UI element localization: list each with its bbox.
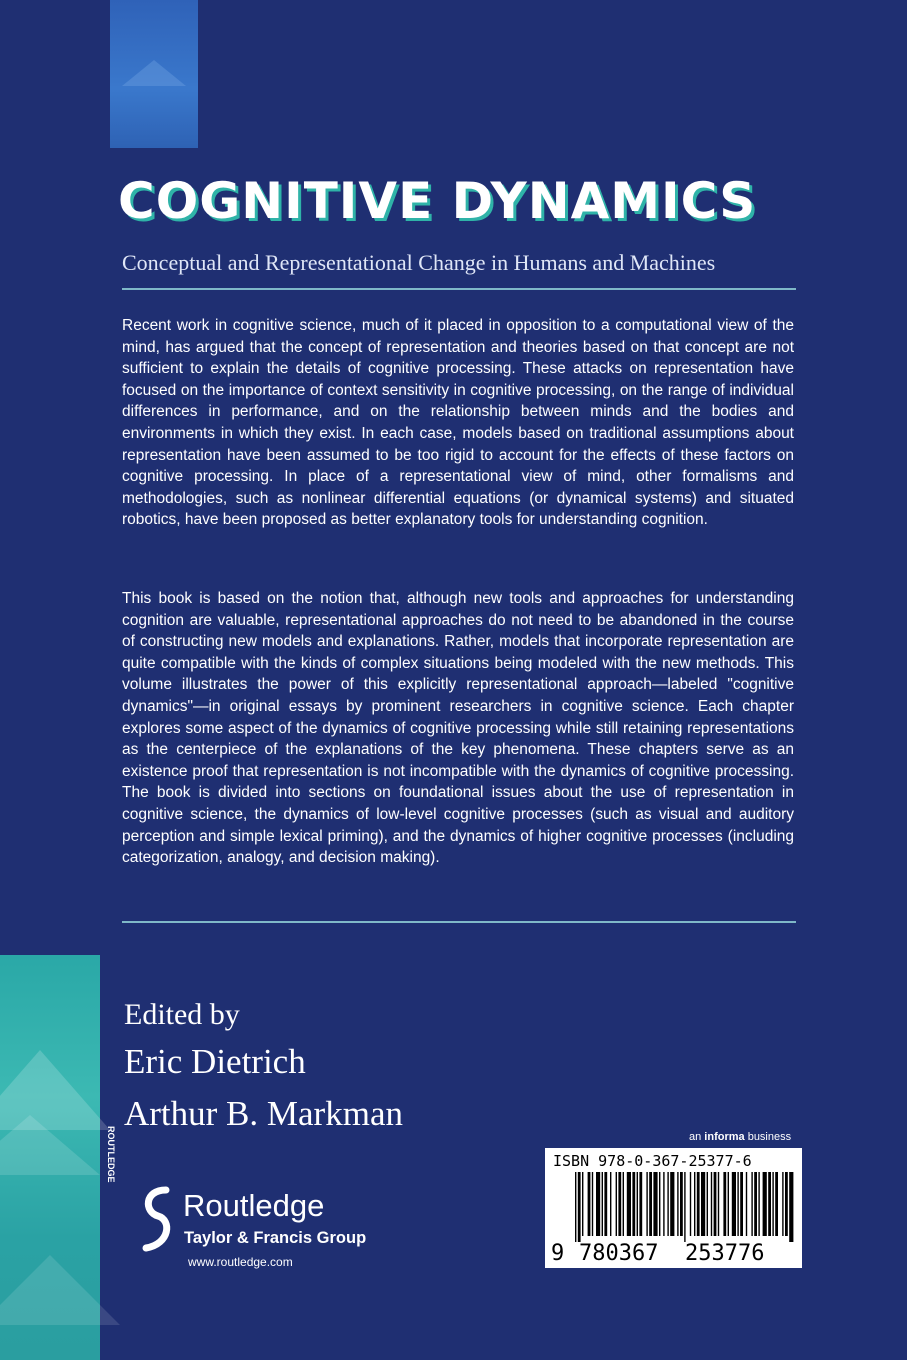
barcode-lead-digit: 9: [551, 1241, 565, 1266]
blurb-paragraph-2: This book is based on the notion that, although new tools and approaches for understanding cognition are valuable, representational approaches do not need to be abandoned in the course of constructing new models and explanations. Rather, models that incorporate representation are quite compatible with the kinds of complex situations being modeled with the new methods. This volume illustrates the power of this explicitly representational approach—labeled "cognitive dynamics"—in original essays by prominent researchers in cognitive science. Each chapter explores some aspect of the dynamics of cognitive processing while still retaining representations as the centerpiece of the explanations of the key phenomena. These chapters serve as an existence proof that representation is not incompatible with the dynamics of cognitive processing. The book is divided into sections on foundational issues about the use of representation in cognitive science, the dynamics of low-level cognitive processes (such as visual and auditory perception and simple lexical priming), and the dynamics of higher cognitive processes (including categorization, analogy, and decision making).: [122, 590, 794, 867]
blurb-paragraph-1: Recent work in cognitive science, much of it placed in opposition to a computational view of the mind, has argued that the concept of representation and theories based on that concept are not sufficient to explain the details of cognitive processing. These attacks on representation have focused on the importance of context sensitivity in cognitive processing, on the range of individual differences in performance, and on the relationship between minds and the bodies and environments in which they exist. In each case, models based on traditional assumptions about representation have been assumed to be too rigid to account for the effects of these factors on cognitive processing. In place of a representational view of mind, other formalisms and methodologies, such as nonlinear differential equations (or dynamical systems) and situated robotics, have been proposed as better explanatory tools for understanding cognition.: [122, 317, 794, 529]
triangle-decoration: [0, 1115, 100, 1175]
chevron-decoration: [122, 60, 186, 86]
decorative-left-strip: [0, 955, 100, 1360]
routledge-logo-icon: [106, 1126, 172, 1252]
routledge-vertical-mark: ROUTLEDGE: [106, 1126, 116, 1183]
isbn-text: ISBN 978-0-367-25377-6: [553, 1152, 752, 1170]
editor-name: Eric Dietrich: [124, 1042, 306, 1081]
triangle-decoration: [0, 1255, 120, 1325]
publisher-name: Routledge: [183, 1188, 325, 1223]
decorative-top-strip: [110, 0, 198, 148]
isbn-barcode: [545, 1148, 802, 1268]
divider-top: [122, 288, 796, 290]
editor-name: Arthur B. Markman: [124, 1094, 403, 1133]
publisher-url: www.routledge.com: [188, 1255, 293, 1269]
book-subtitle: Conceptual and Representational Change in Humans and Machines: [122, 250, 716, 275]
divider-bottom: [122, 921, 796, 923]
informa-tagline: an informa business: [689, 1131, 792, 1143]
barcode-digits-left: 780367: [579, 1241, 659, 1266]
barcode-bars: [545, 1172, 802, 1242]
book-title: COGNITIVE DYNAMICS: [118, 172, 757, 230]
barcode-digits-right: 253776: [685, 1241, 765, 1266]
edited-by-label: Edited by: [124, 998, 240, 1031]
publisher-group: Taylor & Francis Group: [184, 1229, 367, 1247]
